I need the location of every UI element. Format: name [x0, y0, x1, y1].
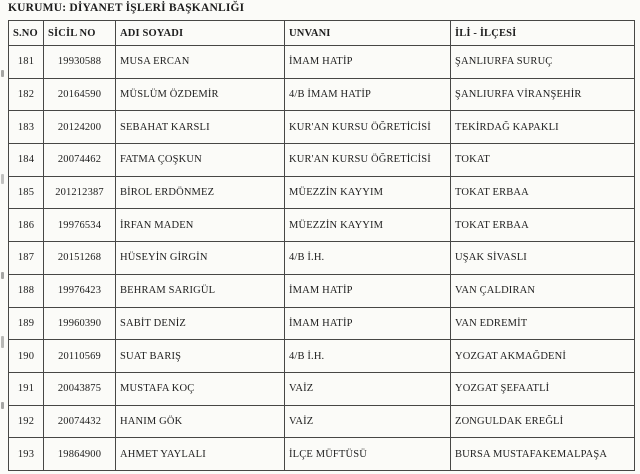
cell-sno: 188 [9, 274, 44, 307]
cell-sno: 191 [9, 372, 44, 405]
cell-sicil-no: 201212387 [44, 176, 116, 209]
cell-unvani: 4/B İ.H. [285, 242, 451, 275]
cell-adi-soyadi: SABİT DENİZ [116, 307, 285, 340]
scan-artifact [1, 336, 4, 348]
cell-adi-soyadi: SUAT BARIŞ [116, 340, 285, 373]
cell-unvani: 4/B İMAM HATİP [285, 78, 451, 111]
cell-unvani: İMAM HATİP [285, 46, 451, 79]
page-title: KURUMU: DİYANET İŞLERİ BAŞKANLIĞI [8, 2, 245, 14]
scan-artifact [1, 402, 4, 409]
cell-ili-ilcesi: TOKAT ERBAA [451, 176, 635, 209]
table-header-row [9, 21, 635, 46]
cell-ili-ilcesi: ZONGULDAK EREĞLİ [451, 405, 635, 438]
cell-unvani: 4/B İ.H. [285, 340, 451, 373]
cell-sno: 186 [9, 209, 44, 242]
table-row [9, 78, 635, 111]
cell-ili-ilcesi: ŞANLIURFA SURUÇ [451, 46, 635, 79]
cell-sicil-no: 20074432 [44, 405, 116, 438]
cell-unvani: İLÇE MÜFTÜSÜ [285, 438, 451, 471]
table-row [9, 176, 635, 209]
cell-sno: 184 [9, 144, 44, 177]
cell-ili-ilcesi: BURSA MUSTAFAKEMALPAŞA [451, 438, 635, 471]
table-row [9, 144, 635, 177]
cell-adi-soyadi: HÜSEYİN GİRGİN [116, 242, 285, 275]
cell-ili-ilcesi: TOKAT ERBAA [451, 209, 635, 242]
cell-adi-soyadi: SEBAHAT KARSLI [116, 111, 285, 144]
cell-unvani: İMAM HATİP [285, 307, 451, 340]
cell-sicil-no: 20043875 [44, 372, 116, 405]
cell-sicil-no: 20151268 [44, 242, 116, 275]
cell-adi-soyadi: BEHRAM SARIGÜL [116, 274, 285, 307]
cell-ili-ilcesi: TOKAT [451, 144, 635, 177]
cell-sicil-no: 19960390 [44, 307, 116, 340]
table-row [9, 46, 635, 79]
cell-sno: 189 [9, 307, 44, 340]
cell-unvani: KUR'AN KURSU ÖĞRETİCİSİ [285, 144, 451, 177]
column-header-sicil-no: SİCİL NO [44, 21, 116, 46]
table-row [9, 111, 635, 144]
cell-unvani: KUR'AN KURSU ÖĞRETİCİSİ [285, 111, 451, 144]
table-body [9, 46, 635, 471]
cell-unvani: VAİZ [285, 405, 451, 438]
cell-ili-ilcesi: TEKİRDAĞ KAPAKLI [451, 111, 635, 144]
cell-adi-soyadi: AHMET YAYLALI [116, 438, 285, 471]
cell-adi-soyadi: MUSTAFA KOÇ [116, 372, 285, 405]
cell-sicil-no: 20074462 [44, 144, 116, 177]
cell-unvani: MÜEZZİN KAYYIM [285, 176, 451, 209]
cell-sicil-no: 20110569 [44, 340, 116, 373]
scan-artifact [1, 70, 4, 77]
cell-adi-soyadi: MUSA ERCAN [116, 46, 285, 79]
cell-sno: 187 [9, 242, 44, 275]
table-row [9, 372, 635, 405]
column-header-unvani: UNVANI [285, 21, 451, 46]
column-header-ili-ilcesi: İLİ - İLÇESİ [451, 21, 635, 46]
cell-sno: 182 [9, 78, 44, 111]
table-row [9, 438, 635, 471]
table-row [9, 340, 635, 373]
cell-sno: 183 [9, 111, 44, 144]
cell-ili-ilcesi: YOZGAT AKMAĞDENİ [451, 340, 635, 373]
personnel-table [8, 20, 635, 471]
cell-ili-ilcesi: UŞAK SİVASLI [451, 242, 635, 275]
cell-sicil-no: 20124200 [44, 111, 116, 144]
cell-adi-soyadi: FATMA ÇOŞKUN [116, 144, 285, 177]
cell-ili-ilcesi: VAN EDREMİT [451, 307, 635, 340]
table-row [9, 307, 635, 340]
cell-sicil-no: 19930588 [44, 46, 116, 79]
table-row [9, 405, 635, 438]
cell-unvani: İMAM HATİP [285, 274, 451, 307]
column-header-adi-soyadi: ADI SOYADI [116, 21, 285, 46]
cell-adi-soyadi: HANIM GÖK [116, 405, 285, 438]
column-header-sno: S.NO [9, 21, 44, 46]
cell-sicil-no: 19864900 [44, 438, 116, 471]
cell-sno: 181 [9, 46, 44, 79]
cell-ili-ilcesi: VAN ÇALDIRAN [451, 274, 635, 307]
scan-artifact [1, 174, 4, 184]
cell-unvani: VAİZ [285, 372, 451, 405]
cell-sno: 185 [9, 176, 44, 209]
cell-sno: 193 [9, 438, 44, 471]
cell-adi-soyadi: BİROL ERDÖNMEZ [116, 176, 285, 209]
cell-ili-ilcesi: YOZGAT ŞEFAATLİ [451, 372, 635, 405]
cell-ili-ilcesi: ŞANLIURFA VİRANŞEHİR [451, 78, 635, 111]
scan-artifact [1, 272, 4, 279]
cell-unvani: MÜEZZİN KAYYIM [285, 209, 451, 242]
table-row [9, 274, 635, 307]
cell-sno: 192 [9, 405, 44, 438]
cell-sicil-no: 19976423 [44, 274, 116, 307]
table-row [9, 209, 635, 242]
cell-sicil-no: 19976534 [44, 209, 116, 242]
cell-adi-soyadi: İRFAN MADEN [116, 209, 285, 242]
cell-sno: 190 [9, 340, 44, 373]
cell-adi-soyadi: MÜSLÜM ÖZDEMİR [116, 78, 285, 111]
cell-sicil-no: 20164590 [44, 78, 116, 111]
table-row [9, 242, 635, 275]
